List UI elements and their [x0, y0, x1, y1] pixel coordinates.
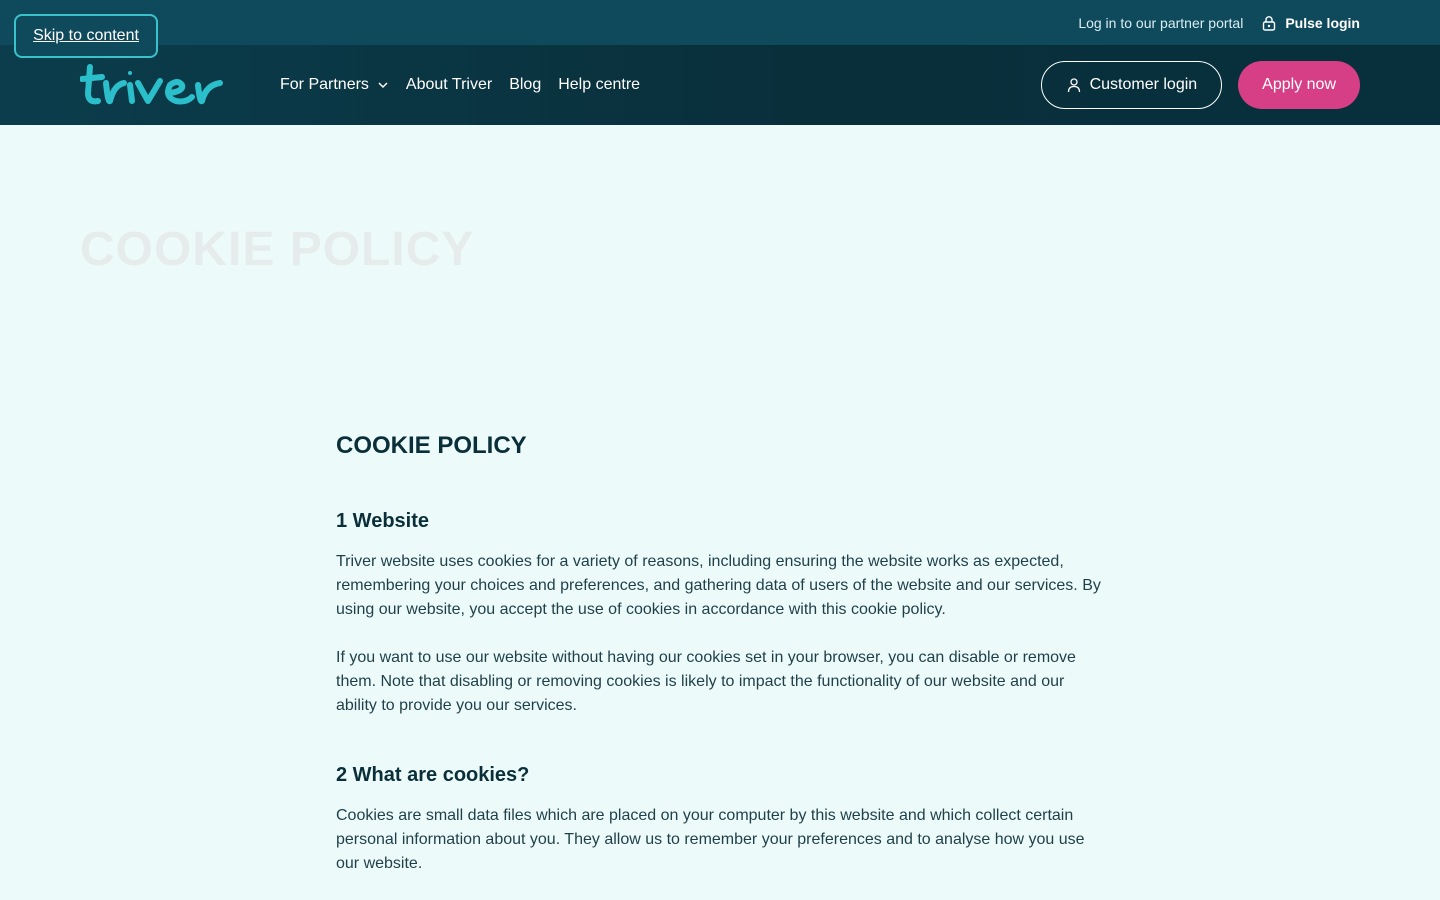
partner-portal-link[interactable]: Log in to our partner portal	[1078, 14, 1244, 31]
section-website	[336, 508, 1106, 718]
section-heading: 2 What are cookies?	[336, 764, 530, 786]
section-paragraph: If you want to use our website without having our cookies set in your browser, you can disable or remove them. Note that disabling or removing cookies is likely to impact the functionality of our website and our ability to provide you our services.	[336, 649, 1076, 714]
page-title: COOKIE POLICY	[336, 432, 527, 459]
utility-bar	[0, 0, 1440, 45]
triver-logo[interactable]	[80, 63, 232, 109]
nav-for-partners[interactable]	[280, 76, 389, 94]
section-paragraph: Cookies are small data files which are placed on your computer by this website and which collect certain personal information about you. They allow us to remember your preferences and to analyse how you use our website.	[336, 807, 1085, 872]
user-icon	[1066, 77, 1082, 93]
apply-now-button[interactable]: Apply now	[1238, 61, 1360, 109]
section-what-are-cookies	[336, 762, 1106, 876]
section-paragraph: Triver website uses cookies for a variety of reasons, including ensuring the website works as expected, remembering your choices and preferences, and gathering data of users of the website and our services. By using our website, you accept the use of cookies in accordance with this cookie policy.	[336, 553, 1101, 618]
nav-help-centre[interactable]: Help centre	[558, 76, 641, 93]
section-heading: 1 Website	[336, 510, 429, 532]
skip-to-content-link[interactable]: Skip to content	[14, 14, 158, 58]
hero-title: COOKIE POLICY	[80, 223, 475, 276]
policy-content	[336, 432, 1106, 876]
nav-blog[interactable]: Blog	[509, 76, 542, 93]
chevron-down-icon	[377, 79, 389, 91]
customer-login-label: Customer login	[1089, 76, 1198, 93]
pulse-login-link[interactable]	[1261, 15, 1360, 31]
main-nav	[280, 45, 640, 125]
nav-about-triver[interactable]: About Triver	[405, 76, 493, 93]
main-header	[0, 45, 1440, 125]
pulse-login-label: Pulse login	[1285, 14, 1360, 31]
header-actions	[1041, 61, 1360, 109]
lock-icon	[1261, 15, 1277, 31]
customer-login-button[interactable]	[1041, 61, 1223, 109]
nav-for-partners-label: For Partners	[280, 76, 369, 93]
